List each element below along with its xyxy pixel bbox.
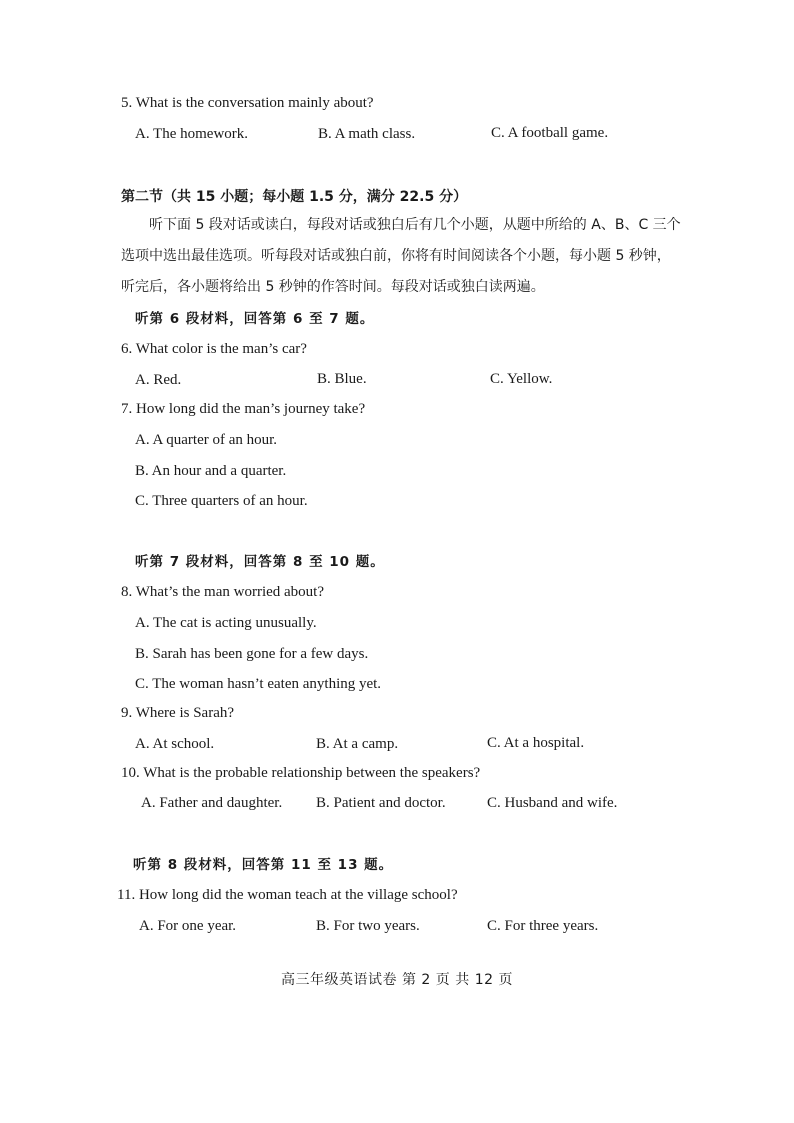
q6-option-a: A. Red. (135, 372, 182, 388)
q9-option-a: A. At school. (135, 736, 215, 752)
q8-option-b: B. Sarah has been gone for a few days. (135, 646, 369, 662)
listen-instruction-7: 听第 7 段材料，回答第 8 至 10 题。 (135, 554, 385, 570)
q10-option-b: B. Patient and doctor. (316, 795, 446, 811)
q7-option-c: C. Three quarters of an hour. (135, 493, 308, 509)
q6-option-c: C. Yellow. (490, 371, 553, 387)
q10-option-a: A. Father and daughter. (141, 795, 283, 811)
q5-option-b: B. A math class. (318, 126, 416, 142)
q8-option-c: C. The woman hasn’t eaten anything yet. (135, 676, 382, 692)
q7-option-a: A. A quarter of an hour. (135, 432, 278, 448)
listen-instruction-6: 听第 6 段材料，回答第 6 至 7 题。 (135, 311, 375, 327)
q7-option-b: B. An hour and a quarter. (135, 463, 287, 479)
question-11: 11. How long did the woman teach at the village school? (117, 887, 458, 903)
q11-option-c: C. For three years. (487, 918, 599, 934)
question-6: 6. What color is the man’s car? (121, 341, 307, 357)
q10-option-c: C. Husband and wife. (487, 795, 618, 811)
section-instructions: 听下面 5 段对话或读白，每段对话或独白后有几个小题，从题中所给的 A、B、C 三个选项中选出最佳选项。听每段对话或独白前，你将有时间阅读各个小题，每小题 5 秒钟，听完后，各小题将给出 5 秒钟的作答时间。每段对话或独白读两遍。 (121, 217, 681, 295)
question-9: 9. Where is Sarah? (121, 705, 235, 721)
listen-instruction-8: 听第 8 段材料，回答第 11 至 13 题。 (133, 857, 394, 873)
q5-option-c: C. A football game. (491, 125, 609, 141)
page-footer: 高三年级英语试卷 第 2 页 共 12 页 (281, 972, 513, 988)
q11-option-a: A. For one year. (139, 918, 237, 934)
q8-option-a: A. The cat is acting unusually. (135, 615, 317, 631)
question-5: 5. What is the conversation mainly about? (121, 95, 374, 111)
q11-option-b: B. For two years. (316, 918, 420, 934)
q6-option-b: B. Blue. (317, 371, 367, 387)
question-8: 8. What’s the man worried about? (121, 584, 324, 600)
question-7: 7. How long did the man’s journey take? (121, 401, 366, 417)
q9-option-b: B. At a camp. (316, 736, 399, 752)
section-heading: 第二节（共 15 小题；每小题 1.5 分，满分 22.5 分） (121, 189, 468, 205)
question-10: 10. What is the probable relationship between the speakers? (121, 765, 481, 781)
q5-option-a: A. The homework. (135, 126, 249, 142)
q9-option-c: C. At a hospital. (487, 735, 585, 751)
